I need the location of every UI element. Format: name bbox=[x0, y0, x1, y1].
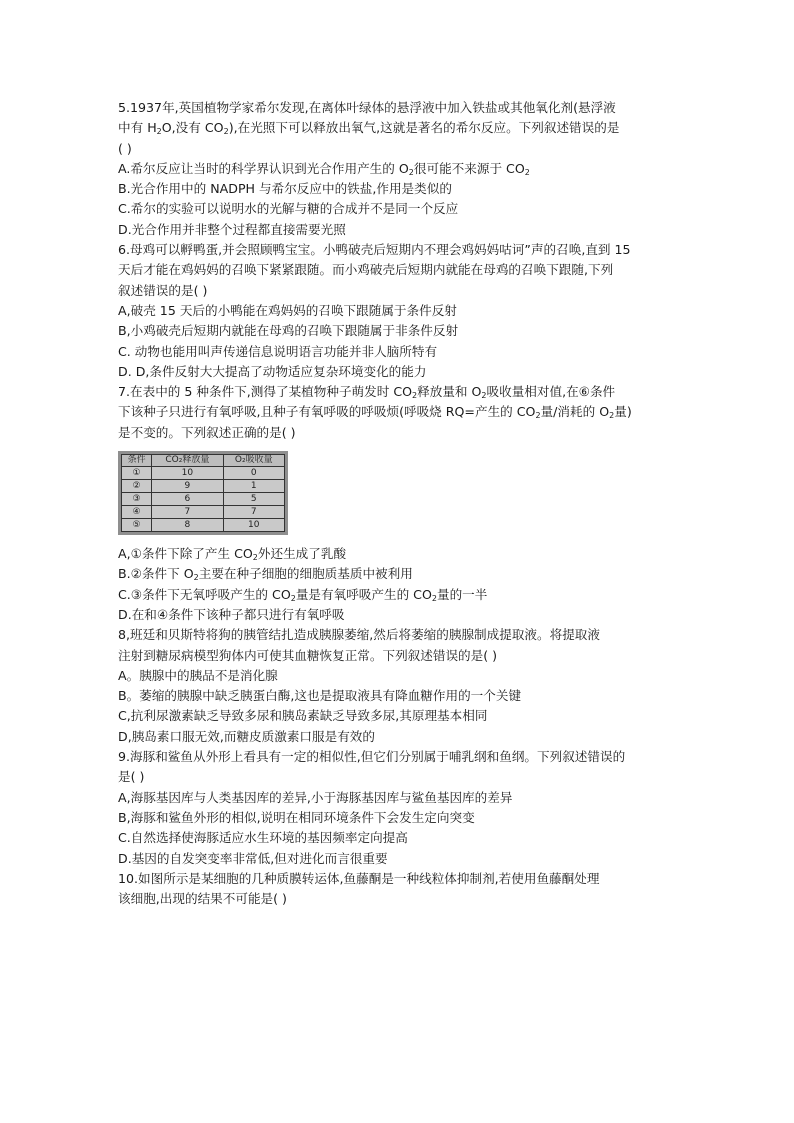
table-cell: 10 bbox=[152, 467, 223, 480]
table-cell: 0 bbox=[223, 467, 284, 480]
q8-option-c: C,抗利尿激素缺乏导致多尿和胰岛素缺乏导致多尿,其原理基本相同 bbox=[118, 708, 488, 724]
table-cell: ② bbox=[122, 480, 152, 493]
table-row bbox=[122, 467, 285, 480]
q9-option-a: A,海豚基因库与人类基因库的差异,小于海豚基因库与鲨鱼基因库的差异 bbox=[118, 789, 513, 805]
q5-stem-line1: 5.1937年,英国植物学家希尔发现,在离体叶绿体的悬浮液中加入铁盐或其他氧化剂(悬浮液 bbox=[118, 100, 616, 115]
q10-stem-line1: 10.如图所示是某细胞的几种质膜转运体,鱼藤酮是一种线粒体抑制剂,若使用鱼藤酮处理 bbox=[118, 870, 600, 886]
table-cell: 7 bbox=[152, 506, 223, 519]
q6-stem-line3: 叙述错误的是( ) bbox=[118, 282, 208, 298]
table-cell: 7 bbox=[223, 506, 284, 519]
table-row bbox=[122, 480, 285, 493]
q9-stem-line2: 是( ) bbox=[118, 769, 145, 785]
q6-option-c: C. 动物也能用叫声传递信息说明语言功能并非人脑所特有 bbox=[118, 343, 438, 359]
table-row bbox=[122, 493, 285, 506]
q9-option-c: C.自然选择使海豚适应水生环境的基因频率定向提高 bbox=[118, 830, 408, 846]
q5-stem-line3: ( ) bbox=[118, 140, 132, 156]
q7-stem-line2: 下该种子只进行有氧呼吸,且种子有氧呼吸的呼吸烦(呼吸烧 RQ=产生的 $CO_2$量/消耗的 $O_2$量) bbox=[118, 404, 632, 421]
q7-stem-line3: 是不变的。下列叙述正确的是( ) bbox=[118, 424, 296, 440]
table-cell: ① bbox=[122, 467, 152, 480]
q9-option-b: B,海豚和鲨鱼外形的相似,说明在相同环境条件下会发生定向突变 bbox=[118, 809, 475, 825]
q8-option-b: B。萎缩的胰腺中缺乏胰蛋白酶,这也是提取液具有降血糖作用的一个关键 bbox=[118, 688, 522, 704]
table-row bbox=[122, 519, 285, 532]
table-cell: 6 bbox=[152, 493, 223, 506]
table-cell: ④ bbox=[122, 506, 152, 519]
question-content bbox=[118, 98, 680, 909]
q7-option-d: D.在和④条件下该种子都只进行有氧呼吸 bbox=[118, 606, 345, 622]
q5-option-c: C.希尔的实验可以说明水的光解与糖的合成并不是同一个反应 bbox=[118, 201, 459, 217]
table-header-cell: 条件 bbox=[122, 455, 152, 467]
q6-stem-line2: 天后才能在鸡妈妈的召唤下紧紧跟随。而小鸡破壳后短期内就能在母鸡的召唤下跟随,下列 bbox=[118, 262, 614, 278]
q5-stem-line2: 中有 $H_2O$,没有 $CO_2$),在光照下可以释放出氧气,这就是著名的希尔反应。下列叙述错误的是 bbox=[118, 120, 620, 137]
q6-option-d: D. D,条件反射大大提高了动物适应复杂环境变化的能力 bbox=[118, 363, 427, 379]
table-cell: 5 bbox=[223, 493, 284, 506]
table-row bbox=[122, 506, 285, 519]
q7-option-a: A,①条件下除了产生 $CO_2$外还生成了乳酸 bbox=[118, 546, 347, 563]
q6-stem-line1: 6.母鸡可以孵鸭蛋,并会照顾鸭宝宝。小鸭破壳后短期内不理会鸡妈妈咕诃”声的召唤,直到 15 bbox=[118, 242, 631, 258]
table-header-row bbox=[122, 455, 285, 467]
q5-option-b: B.光合作用中的 NADPH 与希尔反应中的铁盐,作用是类似的 bbox=[118, 181, 452, 197]
q7-option-b: B.②条件下 $O_2$主要在种子细胞的细胞质基质中被利用 bbox=[118, 566, 413, 583]
q8-stem-line1: 8,班廷和贝斯特将狗的胰管结扎造成胰腺萎缩,然后将萎缩的胰腺制成提取液。将提取液 bbox=[118, 627, 600, 643]
q8-option-a: A。胰腺中的胰品不是消化腺 bbox=[118, 667, 278, 683]
table-cell: ⑤ bbox=[122, 519, 152, 532]
q6-option-b: B,小鸡破壳后短期内就能在母鸡的召唤下跟随属于非条件反射 bbox=[118, 323, 459, 339]
table-header-cell: O₂吸收量 bbox=[223, 455, 284, 467]
q10-stem-line2: 该细胞,出现的结果不可能是( ) bbox=[118, 891, 287, 907]
table-cell: 10 bbox=[223, 519, 284, 532]
q7-option-c: C.③条件下无氧呼吸产生的 $CO_2$量是有氧呼吸产生的 $CO_2$量的一半 bbox=[118, 586, 488, 603]
q5-option-a: A.希尔反应让当时的科学界认识到光合作用产生的 $O_2$很可能不来源于 $CO_2$ bbox=[118, 160, 530, 177]
q7-stem-line1: 7.在表中的 5 种条件下,测得了某植物种子萌发时 $CO_2$释放量和 $O_2$吸收量相对值,在⑥条件 bbox=[118, 384, 616, 401]
table-cell: 8 bbox=[152, 519, 223, 532]
q6-option-a: A,破壳 15 天后的小鸭能在鸡妈妈的召唤下跟随属于条件反射 bbox=[118, 302, 457, 318]
table-cell: 1 bbox=[223, 480, 284, 493]
q9-stem-line1: 9.海豚和鲨鱼从外形上看具有一定的相似性,但它们分别属于哺乳纲和鱼纲。下列叙述错误的 bbox=[118, 749, 626, 765]
q7-data-table-image bbox=[118, 451, 288, 535]
q8-stem-line2: 注射到糖尿病模型狗体内可使其血糖恢复正常。下列叙述错误的是( ) bbox=[118, 647, 498, 663]
q7-data-table bbox=[121, 454, 285, 532]
table-header-cell: CO₂释放量 bbox=[152, 455, 223, 467]
q9-option-d: D.基因的自发突变率非常低,但对进化而言很重要 bbox=[118, 850, 388, 866]
table-cell: ③ bbox=[122, 493, 152, 506]
table-cell: 9 bbox=[152, 480, 223, 493]
q8-option-d: D,胰岛素口服无效,而糖皮质激素口服是有效的 bbox=[118, 728, 375, 744]
q5-option-d: D.光合作用并非整个过程都直接需要光照 bbox=[118, 221, 346, 237]
